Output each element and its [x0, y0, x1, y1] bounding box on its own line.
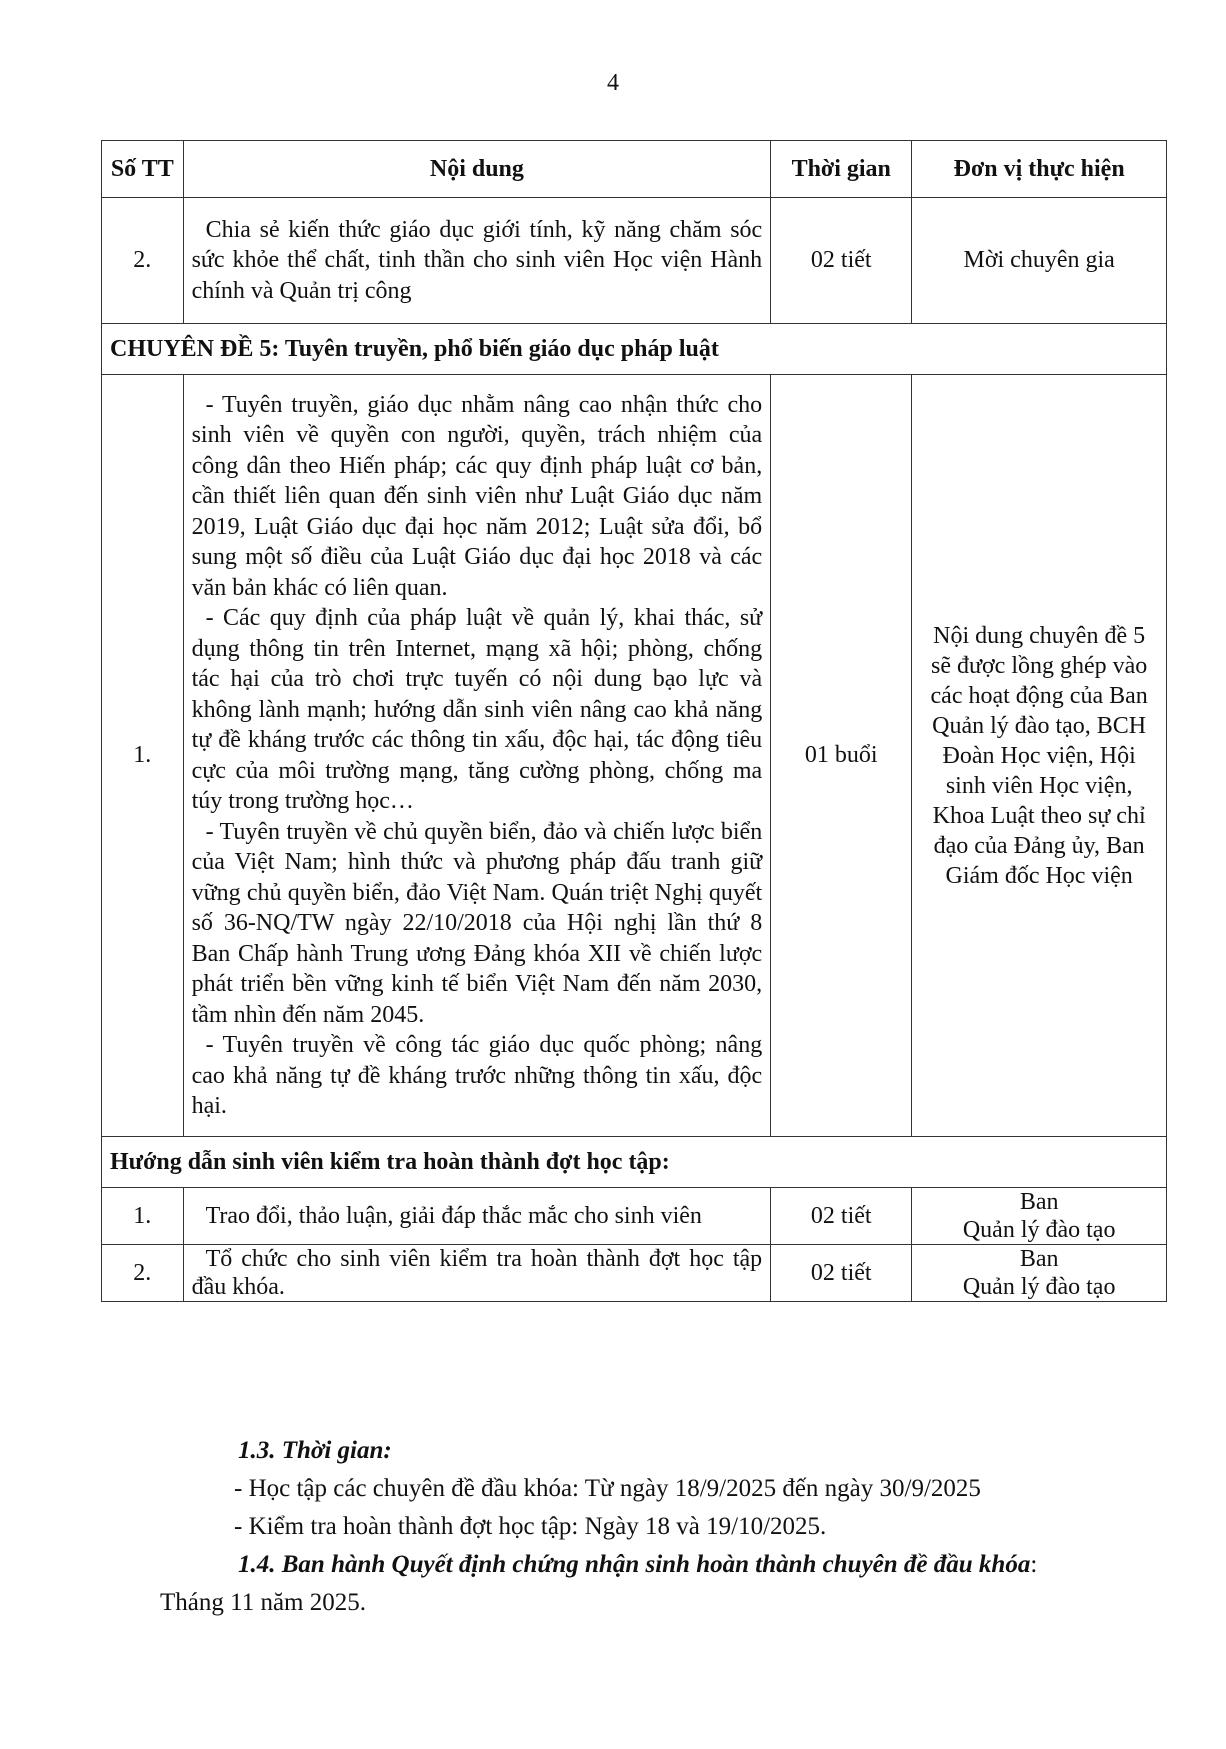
heading-1-3: 1.3. Thời gian:: [238, 1437, 392, 1464]
heading-1-4: [238, 1546, 1037, 1584]
row-content: Trao đổi, thảo luận, giải đáp thắc mắc cho sinh viên: [183, 1188, 771, 1245]
header-content: Nội dung: [183, 141, 771, 198]
row-time: 02 tiết: [771, 1245, 912, 1302]
unit-line: Ban: [1019, 1189, 1059, 1215]
row-stt: 1.: [102, 1188, 184, 1245]
section-header-row: [102, 324, 1167, 375]
table-row: [102, 198, 1167, 324]
content-paragraph: - Các quy định của pháp luật về quản lý, khai thác, sử dụng thông tin trên Internet, mạng xã hội; phòng, chống tác hại của trò chơi trực tuyến có nội dung bạo lực và không lành mạnh; hướng dẫn sinh viên nâng cao khả năng tự đề kháng trước các thông tin xấu, độc hại, tác động tiêu cực của môi trường mạng, tăng cường phòng, chống ma túy trong trường học…: [191, 605, 763, 814]
section-5-title: CHUYÊN ĐỀ 5: Tuyên truyền, phổ biến giáo dục pháp luật: [102, 324, 1167, 375]
table-row: [102, 1245, 1167, 1302]
unit-line: Quản lý đào tạo: [962, 1217, 1116, 1243]
row-stt: 2.: [102, 198, 184, 324]
header-stt: Số TT: [102, 141, 184, 198]
row-content: Tổ chức cho sinh viên kiểm tra hoàn thành đợt học tập đầu khóa.: [183, 1245, 771, 1302]
table-row: [102, 1188, 1167, 1245]
table-header-row: [102, 141, 1167, 198]
row-time: 02 tiết: [771, 1188, 912, 1245]
page-number: 4: [607, 70, 619, 96]
row-unit: Mời chuyên gia: [912, 198, 1167, 324]
section-check-title: Hướng dẫn sinh viên kiểm tra hoàn thành đợt học tập:: [102, 1137, 1167, 1188]
program-table: [101, 140, 1167, 1302]
content-paragraph: - Tuyên truyền về chủ quyền biển, đảo và chiến lược biển của Việt Nam; hình thức và phương pháp đấu tranh giữ vững chủ quyền biển, đảo Việt Nam. Quán triệt Nghị quyết số 36-NQ/TW ngày 22/10/2018 của Hội nghị lần thứ 8 Ban Chấp hành Trung ương Đảng khóa XII về chiến lược phát triển bền vững kinh tế biển Việt Nam đến năm 2030, tầm nhìn đến năm 2045.: [191, 818, 763, 1028]
row-stt: 2.: [102, 1245, 184, 1302]
heading-1-4-colon: :: [1030, 1551, 1038, 1578]
unit-line: Ban: [1019, 1246, 1059, 1272]
row-content: Chia sẻ kiến thức giáo dục giới tính, kỹ năng chăm sóc sức khỏe thể chất, tinh thần cho sinh viên Học viện Hành chính và Quản trị công: [183, 198, 771, 324]
section-header-row: [102, 1137, 1167, 1188]
row-unit: [912, 1188, 1167, 1245]
issue-date-line: Tháng 11 năm 2025.: [160, 1589, 366, 1616]
content-paragraph: - Tuyên truyền về công tác giáo dục quốc phòng; nâng cao khả năng tự đề kháng trước những thông tin xấu, độc hại.: [191, 1032, 763, 1119]
row-content: [183, 375, 771, 1137]
schedule-line: - Kiểm tra hoàn thành đợt học tập: Ngày 18 và 19/10/2025.: [234, 1513, 827, 1540]
header-unit: Đơn vị thực hiện: [912, 141, 1167, 198]
row-unit: [912, 1245, 1167, 1302]
row-time: 02 tiết: [771, 198, 912, 324]
row-unit: Nội dung chuyên đề 5 sẽ được lồng ghép vào các hoạt động của Ban Quản lý đào tạo, BCH Đoàn Học viện, Hội sinh viên Học viện, Khoa Luật theo sự chỉ đạo của Đảng ủy, Ban Giám đốc Học viện: [912, 375, 1167, 1137]
unit-line: Quản lý đào tạo: [962, 1274, 1116, 1300]
heading-1-4-text: 1.4. Ban hành Quyết định chứng nhận sinh hoàn thành chuyên đề đầu khóa: [238, 1551, 1031, 1578]
table-row: [102, 375, 1167, 1137]
row-stt: 1.: [102, 375, 184, 1137]
header-time: Thời gian: [771, 141, 912, 198]
row-time: 01 buổi: [771, 375, 912, 1137]
schedule-line: - Học tập các chuyên đề đầu khóa: Từ ngày 18/9/2025 đến ngày 30/9/2025: [234, 1475, 981, 1502]
content-paragraph: - Tuyên truyền, giáo dục nhằm nâng cao nhận thức cho sinh viên về quyền con người, quyền, trách nhiệm của công dân theo Hiến pháp; các quy định pháp luật cơ bản, cần thiết liên quan đến sinh viên như Luật Giáo dục năm 2019, Luật Giáo dục đại học năm 2012; Luật sửa đổi, bổ sung một số điều của Luật Giáo dục đại học 2018 và các văn bản khác có liên quan.: [191, 391, 763, 601]
